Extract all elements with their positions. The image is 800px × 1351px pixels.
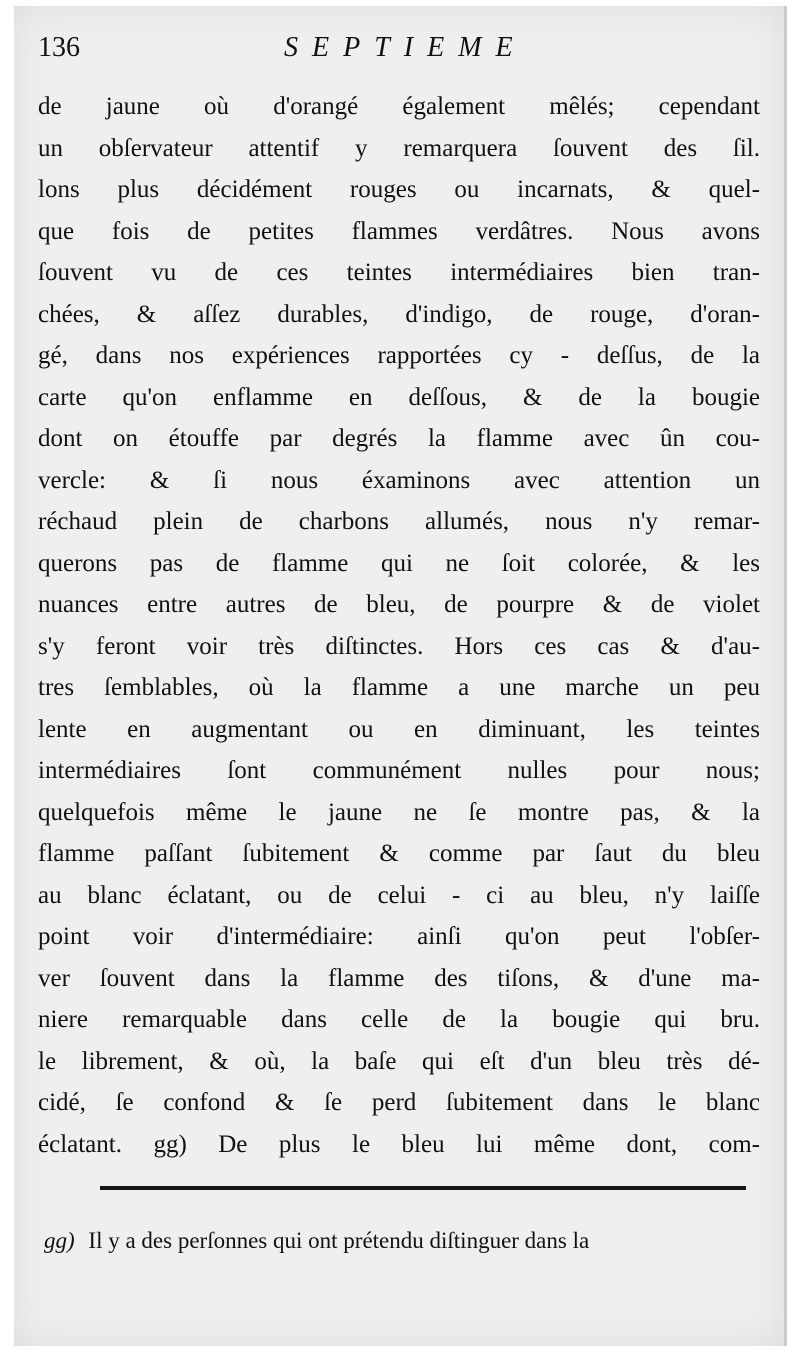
text-line: un obſervateur attentif y remarquera ſouvent des ſil. <box>38 134 760 162</box>
section-title: SEPTIEME <box>284 32 527 63</box>
footnote-rule <box>100 1186 746 1190</box>
text-line: que fois de petites flammes verdâtres. Nous avons <box>38 217 760 245</box>
text-line: gé, dans nos expériences rapportées cy - deſſus, de la <box>38 342 760 369</box>
text-line: au blanc éclatant, ou de celui - ci au bleu, n'y laiſſe <box>38 881 760 909</box>
body-text <box>38 86 760 1165</box>
text-line: carte qu'on enflamme en deſſous, & de la bougie <box>38 383 760 411</box>
footnote <box>44 1224 760 1258</box>
text-line: ver ſouvent dans la flamme des tiſons, & d'une ma- <box>38 964 760 992</box>
text-line: éclatant. gg) De plus le bleu lui même dont, com- <box>38 1130 760 1158</box>
text-line: cidé, ſe confond & ſe perd ſubitement dans le blanc <box>38 1089 760 1116</box>
text-line: dont on étouffe par degrés la flamme avec ûn cou- <box>38 425 760 452</box>
footnote-text: Il y a des perſonnes qui ont prétendu diſtinguer dans la <box>88 1228 590 1253</box>
text-line: flamme paſſant ſubitement & comme par ſaut du bleu <box>38 840 760 867</box>
text-line: lente en augmentant ou en diminuant, les teintes <box>38 715 760 743</box>
text-line: nuances entre autres de bleu, de pourpre & de violet <box>38 591 760 618</box>
running-head <box>38 32 758 72</box>
text-line: de jaune où d'orangé également mêlés; cependant <box>38 93 760 120</box>
book-page <box>14 6 787 1346</box>
text-line: quelquefois même le jaune ne ſe montre pas, & la <box>38 798 760 826</box>
text-line: tres ſemblables, où la flamme a une marche un peu <box>38 674 760 701</box>
text-line: ſouvent vu de ces teintes intermédiaires bien tran- <box>38 259 760 286</box>
text-line: réchaud plein de charbons allumés, nous n'y remar- <box>38 508 760 535</box>
text-line: querons pas de flamme qui ne ſoit colorée, & les <box>38 549 760 577</box>
footnote-marker: gg) <box>44 1228 75 1253</box>
text-line: vercle: & ſi nous éxaminons avec attention un <box>38 466 760 494</box>
text-line: s'y feront voir très diſtinctes. Hors ces cas & d'au- <box>38 632 760 660</box>
text-line: chées, & aſſez durables, d'indigo, de rouge, d'oran- <box>38 300 760 328</box>
text-line: niere remarquable dans celle de la bougie qui bru. <box>38 1006 760 1033</box>
text-line: point voir d'intermédiaire: ainſi qu'on peut l'obſer- <box>38 923 760 950</box>
page-number: 136 <box>38 32 80 63</box>
text-line: intermédiaires ſont communément nulles pour nous; <box>38 757 760 784</box>
text-line: le librement, & où, la baſe qui eſt d'un bleu très dé- <box>38 1047 760 1075</box>
text-line: lons plus décidément rouges ou incarnats, & quel- <box>38 176 760 203</box>
